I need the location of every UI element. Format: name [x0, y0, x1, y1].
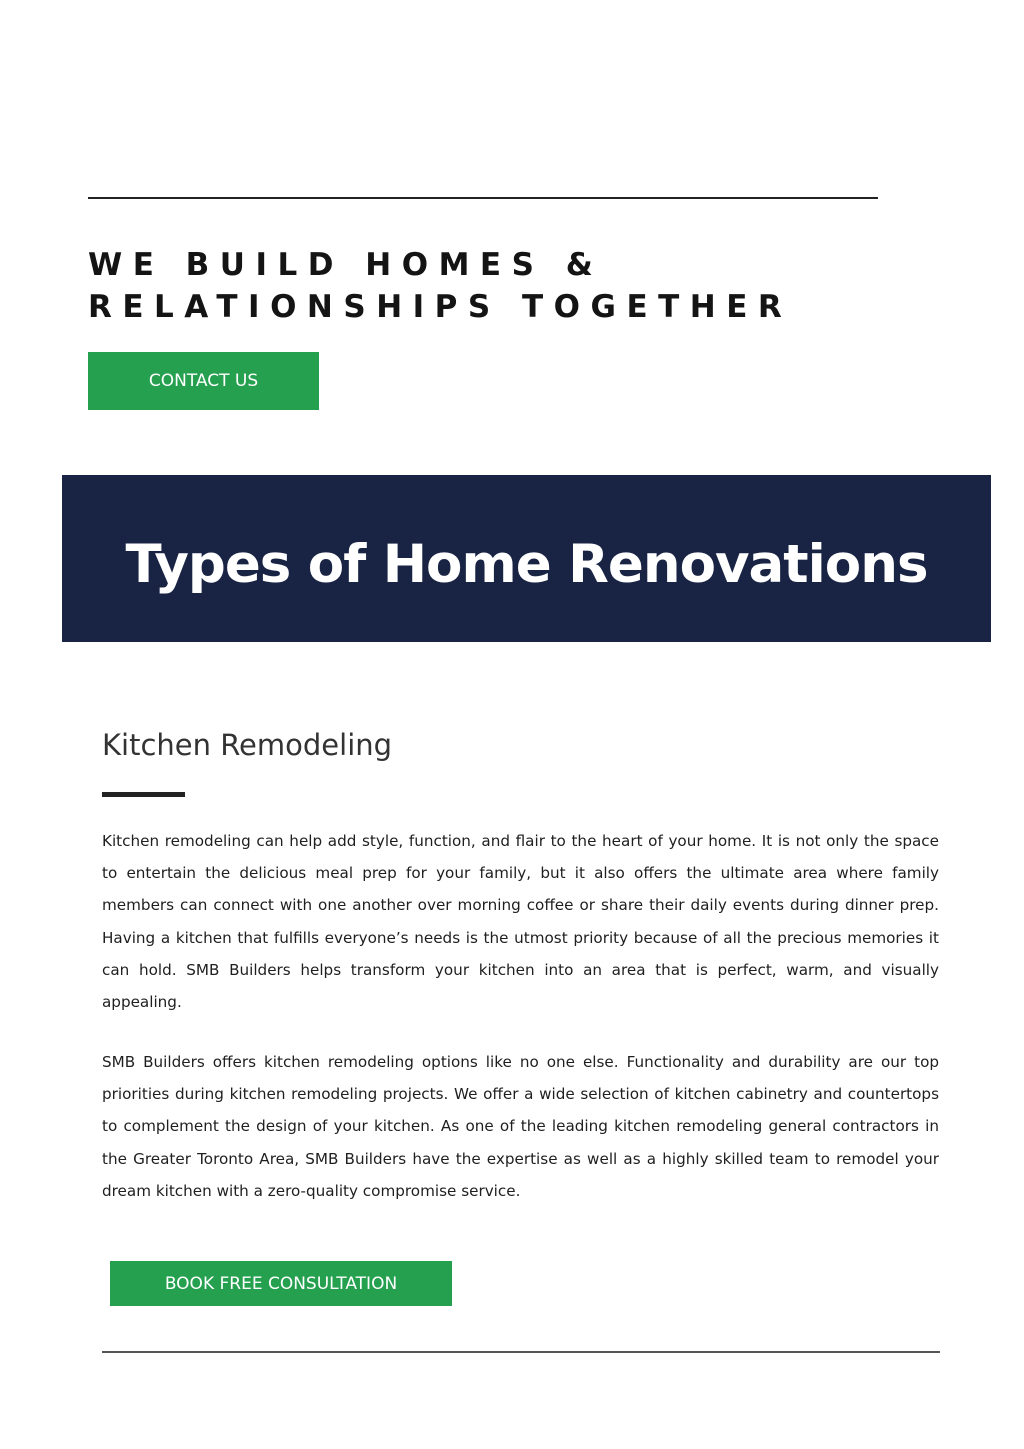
bottom-divider [102, 1351, 940, 1353]
section-banner [62, 475, 991, 642]
section-title-underline [102, 792, 185, 797]
book-consultation-button[interactable]: BOOK FREE CONSULTATION [110, 1261, 452, 1306]
paragraph-2: SMB Builders offers kitchen remodeling options like no one else. Functionality and durability are our top priorities during kitchen remodeling projects. We offer a wide selection of kitchen cabinetry and countertops to complement the design of your kitchen. As one of the leading kitchen remodeling general contractors in the Greater Toronto Area, SMB Builders have the expertise as well as a highly skilled team to remodel your dream kitchen with a zero-quality compromise service. [102, 1053, 939, 1200]
top-divider [88, 197, 878, 199]
hero-heading-line-1: WE BUILD HOMES & [88, 247, 604, 283]
hero-heading-line-2: RELATIONSHIPS TOGETHER [88, 289, 793, 325]
hero-heading [88, 244, 888, 328]
section-title: Kitchen Remodeling [102, 728, 393, 762]
banner-title: Types of Home Renovations [125, 534, 928, 595]
paragraph-1: Kitchen remodeling can help add style, function, and flair to the heart of your home. It is not only the space to entertain the delicious meal prep for your family, but it also offers the ultimate area where family members can connect with one another over morning coffee or share their daily events during dinner prep. Having a kitchen that fulfills everyone’s needs is the utmost priority because of all the precious memories it can hold. SMB Builders helps transform your kitchen into an area that is perfect, warm, and visually appealing. [102, 832, 939, 1012]
contact-us-button[interactable]: CONTACT US [88, 352, 319, 410]
